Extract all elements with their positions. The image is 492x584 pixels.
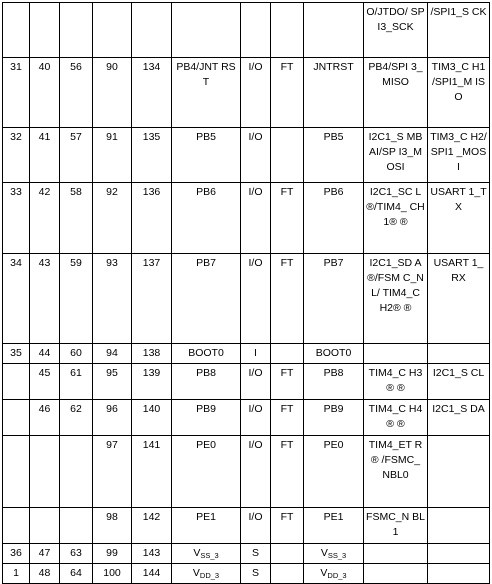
cell-remap bbox=[428, 436, 490, 508]
cell-pin-lqfp64: 43 bbox=[30, 254, 60, 344]
cell-pin-name bbox=[172, 3, 241, 58]
cell-remap: I2C1_S CL bbox=[428, 364, 490, 400]
table-row bbox=[3, 128, 490, 183]
cell-remap bbox=[428, 344, 490, 364]
cell-pin-lqfp144: 91 bbox=[93, 128, 132, 183]
table-row bbox=[3, 254, 490, 344]
cell-default-alternate: I2C1_SD A®/FSM C_NL/ TIM4_C H2® ® bbox=[364, 254, 428, 344]
cell-pin-lqfp100: 60 bbox=[60, 344, 93, 364]
cell-io-level: FT bbox=[271, 254, 304, 344]
cell-io-level bbox=[271, 3, 304, 58]
cell-pin-name: PB5 bbox=[172, 128, 241, 183]
cell-pin-lqfp64 bbox=[30, 508, 60, 544]
cell-io-level: FT bbox=[271, 436, 304, 508]
cell-io-level: FT bbox=[271, 364, 304, 400]
cell-pin-lqfp64: 44 bbox=[30, 344, 60, 364]
cell-pin-lqfp64: 46 bbox=[30, 400, 60, 436]
cell-pin-type: I/O bbox=[241, 254, 271, 344]
cell-remap: USART 1_TX bbox=[428, 183, 490, 254]
cell-pin-name: PB7 bbox=[172, 254, 241, 344]
cell-pin-lqfp64 bbox=[30, 3, 60, 58]
cell-pin-name: PB8 bbox=[172, 364, 241, 400]
cell-pin-bga: 140 bbox=[132, 400, 172, 436]
cell-pin-lqfp48: 36 bbox=[3, 544, 30, 564]
cell-main-function: PE0 bbox=[304, 436, 364, 508]
cell-pin-bga: 134 bbox=[132, 58, 172, 128]
cell-pin-type: I/O bbox=[241, 364, 271, 400]
cell-remap bbox=[428, 508, 490, 544]
cell-pin-lqfp48 bbox=[3, 436, 30, 508]
cell-pin-lqfp64: 42 bbox=[30, 183, 60, 254]
cell-pin-lqfp100 bbox=[60, 3, 93, 58]
cell-pin-name: $V_{SS\_3}$ bbox=[172, 544, 241, 564]
cell-pin-bga: 142 bbox=[132, 508, 172, 544]
pin-table-container bbox=[2, 2, 490, 584]
cell-io-level: FT bbox=[271, 508, 304, 544]
cell-pin-lqfp48: 33 bbox=[3, 183, 30, 254]
cell-pin-lqfp144: 93 bbox=[93, 254, 132, 344]
cell-default-alternate: TIM4_ET R® /FSMC_ NBL0 bbox=[364, 436, 428, 508]
cell-remap: TIM3_C H1 /SPI1_M ISO bbox=[428, 58, 490, 128]
cell-pin-type: I/O bbox=[241, 58, 271, 128]
cell-pin-lqfp144: 90 bbox=[93, 58, 132, 128]
cell-pin-name: PB6 bbox=[172, 183, 241, 254]
cell-main-function: PB7 bbox=[304, 254, 364, 344]
cell-pin-lqfp48: 34 bbox=[3, 254, 30, 344]
cell-pin-lqfp48: 1 bbox=[3, 564, 30, 584]
cell-pin-lqfp100: 62 bbox=[60, 400, 93, 436]
cell-default-alternate: I2C1_S MBAI/SP I3_MOSI bbox=[364, 128, 428, 183]
cell-pin-bga: 138 bbox=[132, 344, 172, 364]
cell-remap: USART 1_RX bbox=[428, 254, 490, 344]
cell-default-alternate: TIM4_C H3® ® bbox=[364, 364, 428, 400]
cell-pin-bga: 139 bbox=[132, 364, 172, 400]
cell-pin-lqfp100: 63 bbox=[60, 544, 93, 564]
cell-pin-lqfp100 bbox=[60, 508, 93, 544]
cell-pin-lqfp48: 32 bbox=[3, 128, 30, 183]
cell-pin-lqfp64: 41 bbox=[30, 128, 60, 183]
cell-pin-bga: 137 bbox=[132, 254, 172, 344]
cell-io-level bbox=[271, 564, 304, 584]
cell-io-level bbox=[271, 344, 304, 364]
table-row bbox=[3, 364, 490, 400]
cell-pin-bga bbox=[132, 3, 172, 58]
cell-pin-name: PB4/JNT RST bbox=[172, 58, 241, 128]
cell-pin-lqfp144: 99 bbox=[93, 544, 132, 564]
cell-pin-lqfp48 bbox=[3, 400, 30, 436]
cell-pin-lqfp48 bbox=[3, 3, 30, 58]
cell-io-level: FT bbox=[271, 400, 304, 436]
cell-pin-lqfp100: 64 bbox=[60, 564, 93, 584]
pin-definition-table bbox=[2, 2, 490, 584]
cell-pin-bga: 136 bbox=[132, 183, 172, 254]
cell-main-function: $V_{DD\_3}$ bbox=[304, 564, 364, 584]
cell-pin-name: PE1 bbox=[172, 508, 241, 544]
cell-pin-type: I/O bbox=[241, 183, 271, 254]
cell-pin-lqfp144: 100 bbox=[93, 564, 132, 584]
cell-pin-lqfp48: 31 bbox=[3, 58, 30, 128]
cell-pin-lqfp144: 95 bbox=[93, 364, 132, 400]
cell-main-function: PE1 bbox=[304, 508, 364, 544]
cell-pin-name: BOOT0 bbox=[172, 344, 241, 364]
cell-pin-bga: 135 bbox=[132, 128, 172, 183]
cell-pin-lqfp64 bbox=[30, 436, 60, 508]
table-row bbox=[3, 400, 490, 436]
table-row bbox=[3, 544, 490, 564]
table-row bbox=[3, 58, 490, 128]
cell-default-alternate: O/JTDO/ SPI3_SCK bbox=[364, 3, 428, 58]
cell-default-alternate: PB4/SPI 3_MISO bbox=[364, 58, 428, 128]
cell-remap: I2C1_S DA bbox=[428, 400, 490, 436]
cell-main-function: JNTRST bbox=[304, 58, 364, 128]
cell-pin-name: PE0 bbox=[172, 436, 241, 508]
cell-main-function: PB6 bbox=[304, 183, 364, 254]
cell-default-alternate: TIM4_C H4® ® bbox=[364, 400, 428, 436]
cell-pin-lqfp64: 47 bbox=[30, 544, 60, 564]
cell-pin-lqfp48: 35 bbox=[3, 344, 30, 364]
cell-pin-lqfp64: 48 bbox=[30, 564, 60, 584]
cell-pin-lqfp100: 57 bbox=[60, 128, 93, 183]
cell-pin-lqfp100: 61 bbox=[60, 364, 93, 400]
cell-pin-type: S bbox=[241, 564, 271, 584]
cell-pin-lqfp144: 96 bbox=[93, 400, 132, 436]
table-row bbox=[3, 436, 490, 508]
cell-pin-lqfp64: 40 bbox=[30, 58, 60, 128]
cell-io-level bbox=[271, 128, 304, 183]
cell-remap bbox=[428, 564, 490, 584]
cell-pin-lqfp64: 45 bbox=[30, 364, 60, 400]
cell-pin-lqfp48 bbox=[3, 364, 30, 400]
cell-default-alternate: FSMC_N BL1 bbox=[364, 508, 428, 544]
cell-pin-lqfp144: 97 bbox=[93, 436, 132, 508]
cell-main-function bbox=[304, 3, 364, 58]
cell-main-function: PB8 bbox=[304, 364, 364, 400]
cell-pin-bga: 144 bbox=[132, 564, 172, 584]
cell-pin-name: PB9 bbox=[172, 400, 241, 436]
cell-pin-lqfp144: 92 bbox=[93, 183, 132, 254]
table-row bbox=[3, 344, 490, 364]
table-row bbox=[3, 564, 490, 584]
cell-pin-name: $V_{DD\_3}$ bbox=[172, 564, 241, 584]
cell-pin-bga: 143 bbox=[132, 544, 172, 564]
cell-main-function: BOOT0 bbox=[304, 344, 364, 364]
cell-default-alternate bbox=[364, 544, 428, 564]
table-row bbox=[3, 508, 490, 544]
cell-default-alternate bbox=[364, 564, 428, 584]
cell-pin-lqfp144: 94 bbox=[93, 344, 132, 364]
cell-io-level: FT bbox=[271, 58, 304, 128]
cell-pin-type: I bbox=[241, 344, 271, 364]
cell-remap bbox=[428, 544, 490, 564]
cell-pin-lqfp100: 59 bbox=[60, 254, 93, 344]
cell-pin-type: I/O bbox=[241, 436, 271, 508]
cell-remap: /SPI1_S CK bbox=[428, 3, 490, 58]
cell-pin-lqfp100: 58 bbox=[60, 183, 93, 254]
cell-remap: TIM3_C H2/SPI1 _MOSI bbox=[428, 128, 490, 183]
cell-pin-type bbox=[241, 3, 271, 58]
cell-pin-lqfp100: 56 bbox=[60, 58, 93, 128]
cell-main-function: $V_{SS\_3}$ bbox=[304, 544, 364, 564]
cell-main-function: PB9 bbox=[304, 400, 364, 436]
cell-pin-bga: 141 bbox=[132, 436, 172, 508]
cell-default-alternate: I2C1_SC L ®/TIM4_ CH1® ® bbox=[364, 183, 428, 254]
table-row bbox=[3, 3, 490, 58]
cell-pin-type: S bbox=[241, 544, 271, 564]
cell-pin-lqfp144: 98 bbox=[93, 508, 132, 544]
cell-io-level bbox=[271, 544, 304, 564]
cell-default-alternate bbox=[364, 344, 428, 364]
cell-pin-type: I/O bbox=[241, 128, 271, 183]
cell-main-function: PB5 bbox=[304, 128, 364, 183]
cell-pin-type: I/O bbox=[241, 400, 271, 436]
cell-pin-lqfp144 bbox=[93, 3, 132, 58]
cell-pin-lqfp48 bbox=[3, 508, 30, 544]
cell-pin-type: I/O bbox=[241, 508, 271, 544]
table-row bbox=[3, 183, 490, 254]
cell-io-level: FT bbox=[271, 183, 304, 254]
cell-pin-lqfp100 bbox=[60, 436, 93, 508]
